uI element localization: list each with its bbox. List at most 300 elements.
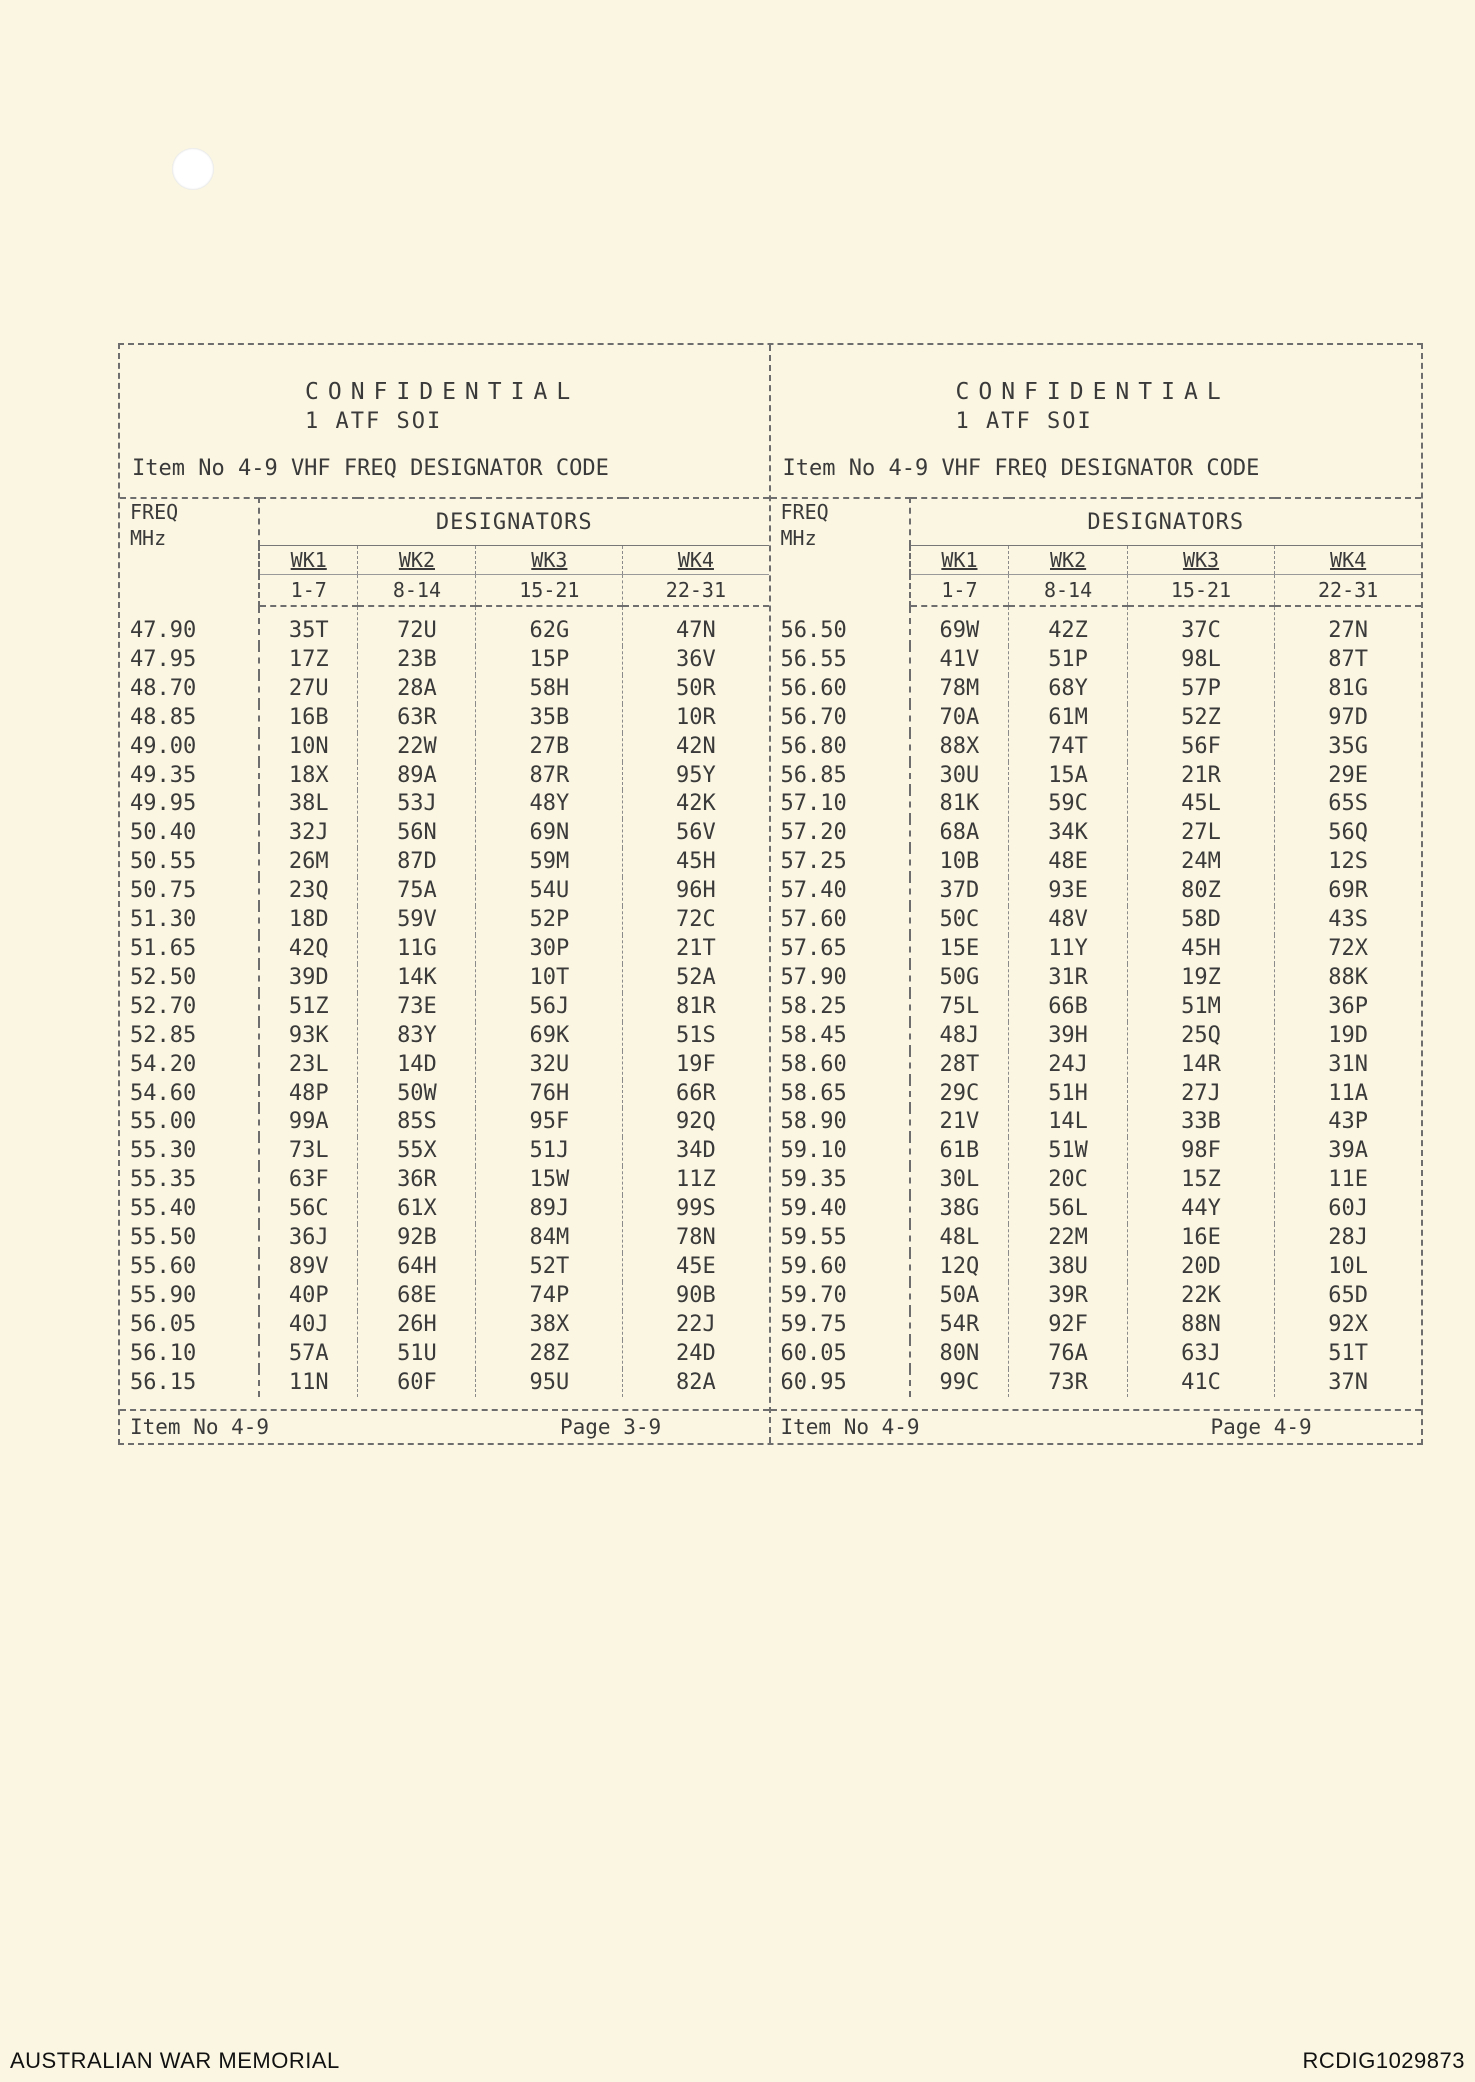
designator-cell: 70A (910, 704, 1009, 733)
designator-cell: 87D (358, 848, 476, 877)
table-row (771, 1282, 1422, 1311)
designator-cell: 35B (476, 704, 623, 733)
designator-cell: 93E (1009, 877, 1127, 906)
designator-cell: 38U (1009, 1253, 1127, 1282)
designator-cell: 54R (910, 1311, 1009, 1340)
right-half (771, 345, 1422, 1443)
designator-cell: 56V (676, 820, 716, 846)
table-row (120, 964, 769, 993)
days-header: 8-14 (1009, 575, 1127, 607)
archive-reference: RCDIG1029873 (1302, 2048, 1465, 2073)
designator-cell: 31R (1009, 964, 1127, 993)
designator-cell: 15E (910, 935, 1009, 964)
freq-cell: 60.95 (771, 1369, 910, 1398)
designators-header: DESIGNATORS (910, 498, 1422, 546)
designator-cell: 69K (476, 1022, 623, 1051)
designator-cell: 99S (676, 1196, 716, 1222)
left-half (120, 345, 771, 1443)
freq-cell: 59.35 (771, 1166, 910, 1195)
designator-cell: 15A (1009, 762, 1127, 791)
designator-cell: 24D (676, 1340, 716, 1366)
freq-cell: 49.35 (120, 762, 259, 791)
designator-cell: 45L (1127, 790, 1274, 819)
freq-cell: 47.95 (120, 646, 259, 675)
table-row (771, 1253, 1422, 1282)
designator-cell: 72X (1328, 935, 1368, 961)
table-row (120, 1051, 769, 1080)
designator-cell: 42N (676, 733, 716, 759)
designator-cell: 69W (910, 606, 1009, 646)
table-row (771, 1022, 1422, 1051)
table-row (120, 646, 769, 675)
freq-cell: 58.90 (771, 1108, 910, 1137)
designator-cell: 98L (1127, 646, 1274, 675)
designator-cell: 23B (358, 646, 476, 675)
designator-cell: 31N (1328, 1051, 1368, 1077)
freq-cell: 58.65 (771, 1080, 910, 1109)
classification-label: CONFIDENTIAL (305, 379, 580, 405)
designator-cell: 39A (1328, 1138, 1368, 1164)
table-row (120, 993, 769, 1022)
designator-cell: 26M (259, 848, 358, 877)
footer-page: Page 4-9 (1210, 1415, 1312, 1439)
designator-cell: 72U (358, 606, 476, 646)
designator-cell: 12Q (910, 1253, 1009, 1282)
designator-cell: 51H (1009, 1080, 1127, 1109)
week-header: WK1 (259, 546, 358, 575)
table-row (120, 606, 769, 646)
designator-cell: 26H (358, 1311, 476, 1340)
days-header: 1-7 (259, 575, 358, 607)
days-header: 8-14 (358, 575, 476, 607)
designator-cell: 40P (259, 1282, 358, 1311)
table-row (771, 762, 1422, 791)
freq-cell: 56.60 (771, 675, 910, 704)
freq-cell: 59.60 (771, 1253, 910, 1282)
designator-cell: 10L (1328, 1253, 1368, 1279)
designator-cell: 41C (1127, 1369, 1274, 1398)
designator-cell: 48L (910, 1224, 1009, 1253)
designator-cell: 92X (1328, 1311, 1368, 1337)
designator-cell: 61M (1009, 704, 1127, 733)
table-row (120, 1137, 769, 1166)
designator-cell: 11E (1328, 1167, 1368, 1193)
designator-cell: 59C (1009, 790, 1127, 819)
designator-cell: 66R (676, 1080, 716, 1106)
days-header: 15-21 (476, 575, 623, 607)
table-row (120, 675, 769, 704)
designator-cell: 48E (1009, 848, 1127, 877)
designator-cell: 52P (476, 906, 623, 935)
designator-cell: 65D (1328, 1282, 1368, 1308)
designator-cell: 50R (676, 675, 716, 701)
designator-cell: 97D (1328, 704, 1368, 730)
freq-cell: 54.60 (120, 1080, 259, 1109)
designator-cell: 73L (259, 1137, 358, 1166)
designator-cell: 99C (910, 1369, 1009, 1398)
designator-cell: 82A (676, 1369, 716, 1395)
table-row (771, 1137, 1422, 1166)
designator-cell: 58D (1127, 906, 1274, 935)
table-row (120, 935, 769, 964)
table-row (771, 1369, 1422, 1398)
designator-cell: 89V (259, 1253, 358, 1282)
designator-cell: 50C (910, 906, 1009, 935)
designator-cell: 51M (1127, 993, 1274, 1022)
freq-cell: 60.05 (771, 1340, 910, 1369)
unit-mhz-label: MHz (130, 526, 167, 550)
designator-cell: 76H (476, 1080, 623, 1109)
designator-cell: 56L (1009, 1195, 1127, 1224)
designator-cell: 18D (259, 906, 358, 935)
table-row (771, 1195, 1422, 1224)
table-row (120, 1369, 769, 1398)
designator-cell: 11Z (676, 1167, 716, 1193)
designator-cell: 88K (1328, 964, 1368, 990)
designator-cell: 10R (676, 704, 716, 730)
designator-cell: 22M (1009, 1224, 1127, 1253)
freq-cell: 59.40 (771, 1195, 910, 1224)
designator-cell: 24J (1009, 1051, 1127, 1080)
freq-header (120, 498, 259, 606)
freq-cell: 56.50 (771, 606, 910, 646)
classification-label: CONFIDENTIAL (955, 379, 1230, 405)
freq-cell: 52.70 (120, 993, 259, 1022)
freq-cell: 50.40 (120, 819, 259, 848)
freq-cell: 50.75 (120, 877, 259, 906)
freq-cell: 59.70 (771, 1282, 910, 1311)
freq-cell: 57.20 (771, 819, 910, 848)
designator-cell: 12S (1328, 849, 1368, 875)
freq-cell: 55.40 (120, 1195, 259, 1224)
designator-cell: 62G (476, 606, 623, 646)
designator-cell: 81G (1328, 675, 1368, 701)
designator-cell: 11A (1328, 1080, 1368, 1106)
designator-cell: 30P (476, 935, 623, 964)
table-footer (771, 1409, 1422, 1443)
table-row (771, 733, 1422, 762)
footer-page: Page 3-9 (560, 1415, 662, 1439)
designator-cell: 73R (1009, 1369, 1127, 1398)
designator-cell: 63J (1127, 1340, 1274, 1369)
table-row (771, 819, 1422, 848)
designator-cell: 69R (1328, 878, 1368, 904)
designator-cell: 28J (1328, 1225, 1368, 1251)
designator-cell: 21V (910, 1108, 1009, 1137)
designator-cell: 32J (259, 819, 358, 848)
designator-cell: 56J (476, 993, 623, 1022)
designator-cell: 87R (476, 762, 623, 791)
table-row (771, 1108, 1422, 1137)
designator-cell: 34D (676, 1138, 716, 1164)
table-row (771, 1224, 1422, 1253)
freq-cell: 56.55 (771, 646, 910, 675)
designator-cell: 88X (910, 733, 1009, 762)
designator-cell: 76A (1009, 1340, 1127, 1369)
table-row (120, 848, 769, 877)
designator-cell: 51S (676, 1022, 716, 1048)
designator-cell: 15W (476, 1166, 623, 1195)
designator-cell: 16E (1127, 1224, 1274, 1253)
table-row (120, 906, 769, 935)
designator-cell: 22W (358, 733, 476, 762)
designator-cell: 81K (910, 790, 1009, 819)
designator-cell: 15P (476, 646, 623, 675)
designator-cell: 44Y (1127, 1195, 1274, 1224)
freq-cell: 52.50 (120, 964, 259, 993)
designator-cell: 38X (476, 1311, 623, 1340)
designator-cell: 39D (259, 964, 358, 993)
designator-cell: 48Y (476, 790, 623, 819)
designator-table-left (120, 497, 769, 1397)
designator-cell: 10T (476, 964, 623, 993)
table-body (771, 606, 1422, 1397)
table-row (771, 993, 1422, 1022)
designator-cell: 14R (1127, 1051, 1274, 1080)
designator-cell: 11N (259, 1369, 358, 1398)
designator-cell: 68A (910, 819, 1009, 848)
table-row (120, 1166, 769, 1195)
freq-cell: 51.30 (120, 906, 259, 935)
freq-cell: 56.80 (771, 733, 910, 762)
designator-cell: 19F (676, 1051, 716, 1077)
freq-cell: 56.15 (120, 1369, 259, 1398)
designator-cell: 16B (259, 704, 358, 733)
table-row (120, 1340, 769, 1369)
designator-cell: 35G (1328, 733, 1368, 759)
table-row (771, 877, 1422, 906)
days-header: 1-7 (910, 575, 1009, 607)
freq-cell: 52.85 (120, 1022, 259, 1051)
designator-cell: 29E (1328, 762, 1368, 788)
freq-cell: 48.70 (120, 675, 259, 704)
table-row (120, 819, 769, 848)
designator-cell: 84M (476, 1224, 623, 1253)
designator-cell: 81R (676, 993, 716, 1019)
designator-cell: 47N (676, 618, 716, 643)
designator-cell: 14K (358, 964, 476, 993)
designator-cell: 93K (259, 1022, 358, 1051)
designator-cell: 92Q (676, 1109, 716, 1135)
designator-cell: 55X (358, 1137, 476, 1166)
designator-cell: 28T (910, 1051, 1009, 1080)
table-row (120, 1253, 769, 1282)
designator-cell: 51T (1328, 1340, 1368, 1366)
freq-cell: 55.00 (120, 1108, 259, 1137)
designator-cell: 51Z (259, 993, 358, 1022)
week-header: WK2 (1009, 546, 1127, 575)
freq-cell: 58.25 (771, 993, 910, 1022)
table-row (771, 675, 1422, 704)
designator-cell: 10N (259, 733, 358, 762)
designator-sheet (118, 343, 1423, 1445)
days-header: 22-31 (623, 575, 769, 607)
footer-item: Item No 4-9 (780, 1415, 920, 1439)
designator-cell: 33B (1127, 1108, 1274, 1137)
freq-label: FREQ (780, 500, 829, 524)
item-title: Item No 4-9 VHF FREQ DESIGNATOR CODE (132, 456, 609, 481)
designator-cell: 90B (676, 1282, 716, 1308)
designator-cell: 52T (476, 1253, 623, 1282)
classification-block (771, 377, 1422, 437)
footer-item: Item No 4-9 (130, 1415, 270, 1439)
designator-cell: 36J (259, 1224, 358, 1253)
archive-watermark: AUSTRALIAN WAR MEMORIAL (10, 2048, 340, 2073)
designator-cell: 57A (259, 1340, 358, 1369)
designator-cell: 27J (1127, 1080, 1274, 1109)
table-row (771, 1051, 1422, 1080)
designator-cell: 63F (259, 1166, 358, 1195)
freq-label: FREQ (130, 500, 179, 524)
freq-cell: 58.45 (771, 1022, 910, 1051)
days-header: 22-31 (1275, 575, 1421, 607)
designator-cell: 22J (676, 1311, 716, 1337)
designator-cell: 69N (476, 819, 623, 848)
designator-cell: 54U (476, 877, 623, 906)
punch-hole (172, 148, 214, 190)
freq-cell: 56.10 (120, 1340, 259, 1369)
designator-cell: 60F (358, 1369, 476, 1398)
week-header: WK3 (1127, 546, 1274, 575)
freq-cell: 59.75 (771, 1311, 910, 1340)
freq-cell: 57.65 (771, 935, 910, 964)
table-row (120, 877, 769, 906)
designator-cell: 48J (910, 1022, 1009, 1051)
designator-cell: 80N (910, 1340, 1009, 1369)
designator-cell: 34K (1009, 819, 1127, 848)
unit-label: 1 ATF SOI (305, 409, 443, 434)
designator-cell: 10B (910, 848, 1009, 877)
table-body (120, 606, 769, 1397)
designator-cell: 20C (1009, 1166, 1127, 1195)
designator-cell: 45H (676, 849, 716, 875)
designator-cell: 14D (358, 1051, 476, 1080)
designator-cell: 32U (476, 1051, 623, 1080)
designator-table-right (771, 497, 1422, 1397)
freq-cell: 57.60 (771, 906, 910, 935)
designator-cell: 40J (259, 1311, 358, 1340)
table-row (120, 762, 769, 791)
week-header: WK4 (1275, 546, 1421, 575)
freq-cell: 56.85 (771, 762, 910, 791)
designator-cell: 17Z (259, 646, 358, 675)
designator-cell: 18X (259, 762, 358, 791)
designator-cell: 88N (1127, 1311, 1274, 1340)
designator-cell: 48P (259, 1080, 358, 1109)
designator-cell: 42K (676, 791, 716, 817)
designator-cell: 53J (358, 790, 476, 819)
designator-cell: 56N (358, 819, 476, 848)
designator-cell: 37D (910, 877, 1009, 906)
designator-cell: 37N (1328, 1369, 1368, 1395)
table-row (771, 1311, 1422, 1340)
table-row (771, 1340, 1422, 1369)
freq-cell: 56.70 (771, 704, 910, 733)
designator-cell: 24M (1127, 848, 1274, 877)
designator-cell: 68E (358, 1282, 476, 1311)
table-row (120, 704, 769, 733)
table-row (120, 1311, 769, 1340)
freq-cell: 47.90 (120, 606, 259, 646)
designator-cell: 37C (1127, 606, 1274, 646)
designator-cell: 38G (910, 1195, 1009, 1224)
designator-cell: 52Z (1127, 704, 1274, 733)
designator-cell: 57P (1127, 675, 1274, 704)
designator-cell: 41V (910, 646, 1009, 675)
designator-cell: 11G (358, 935, 476, 964)
designator-cell: 64H (358, 1253, 476, 1282)
designator-cell: 43S (1328, 907, 1368, 933)
freq-cell: 48.85 (120, 704, 259, 733)
designator-cell: 95F (476, 1108, 623, 1137)
designator-cell: 50G (910, 964, 1009, 993)
table-row (771, 906, 1422, 935)
designator-cell: 83Y (358, 1022, 476, 1051)
designator-cell: 68Y (1009, 675, 1127, 704)
unit-label: 1 ATF SOI (955, 409, 1093, 434)
designator-cell: 89J (476, 1195, 623, 1224)
designator-cell: 19Z (1127, 964, 1274, 993)
table-row (771, 935, 1422, 964)
designator-cell: 20D (1127, 1253, 1274, 1282)
designator-cell: 27B (476, 733, 623, 762)
designator-cell: 35T (259, 606, 358, 646)
designator-cell: 50W (358, 1080, 476, 1109)
freq-cell: 58.60 (771, 1051, 910, 1080)
freq-cell: 55.35 (120, 1166, 259, 1195)
designators-header: DESIGNATORS (259, 498, 769, 546)
table-footer (120, 1409, 769, 1443)
freq-cell: 55.90 (120, 1282, 259, 1311)
designator-cell: 78M (910, 675, 1009, 704)
designator-cell: 72C (676, 907, 716, 933)
freq-cell: 55.60 (120, 1253, 259, 1282)
table-row (771, 704, 1422, 733)
designator-cell: 39R (1009, 1282, 1127, 1311)
designator-cell: 15Z (1127, 1166, 1274, 1195)
freq-cell: 57.10 (771, 790, 910, 819)
designator-cell: 78N (676, 1225, 716, 1251)
designator-cell: 56C (259, 1195, 358, 1224)
classification-block (120, 377, 769, 437)
week-header: WK1 (910, 546, 1009, 575)
designator-cell: 39H (1009, 1022, 1127, 1051)
freq-cell: 57.90 (771, 964, 910, 993)
designator-cell: 36V (676, 646, 716, 672)
week-header: WK3 (476, 546, 623, 575)
designator-cell: 98F (1127, 1137, 1274, 1166)
designator-cell: 56F (1127, 733, 1274, 762)
designator-cell: 75L (910, 993, 1009, 1022)
designator-cell: 80Z (1127, 877, 1274, 906)
designator-cell: 36P (1328, 993, 1368, 1019)
designator-cell: 29C (910, 1080, 1009, 1109)
designator-cell: 87T (1328, 646, 1368, 672)
designator-cell: 51P (1009, 646, 1127, 675)
designator-cell: 51U (358, 1340, 476, 1369)
designator-cell: 73E (358, 993, 476, 1022)
designator-cell: 21R (1127, 762, 1274, 791)
table-row (771, 646, 1422, 675)
designator-cell: 28A (358, 675, 476, 704)
designator-cell: 42Z (1009, 606, 1127, 646)
table-row (120, 1022, 769, 1051)
table-row (771, 790, 1422, 819)
freq-cell: 54.20 (120, 1051, 259, 1080)
designator-cell: 59V (358, 906, 476, 935)
table-row (771, 606, 1422, 646)
freq-header (771, 498, 910, 606)
